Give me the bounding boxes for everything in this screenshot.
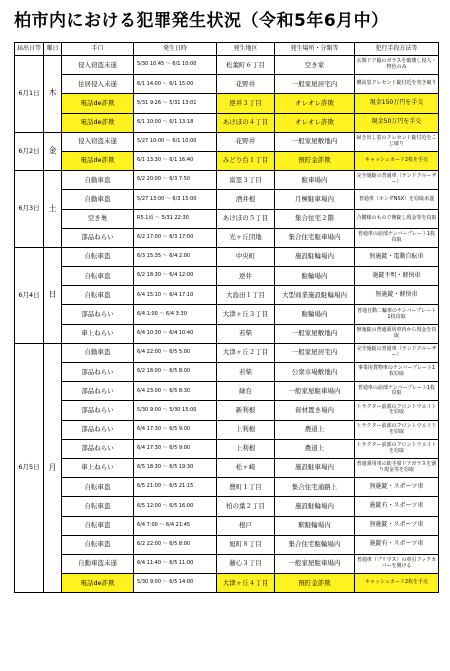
crime-method: 自動車盗 (62, 171, 134, 190)
occurrence-time: 5/30 10:45 ～ 6/1 10:00 (134, 56, 217, 75)
table-row (15, 209, 439, 228)
crime-detail: 施錠不明・軽快車 (355, 267, 439, 286)
table-row (15, 190, 439, 209)
crime-table (14, 42, 439, 593)
occurrence-area: 若柴 (217, 324, 275, 343)
occurrence-time: 5/30 9:00 ～ 6/5 14:00 (134, 574, 217, 593)
occurrence-place: 一般家屋敷地内 (275, 324, 355, 343)
crime-method: 自転車盗 (62, 247, 134, 266)
table-row (15, 574, 439, 593)
occurrence-area: 光ヶ丘団地 (217, 228, 275, 247)
crime-detail: キャッシュカード2枚を手交 (355, 151, 439, 170)
crime-detail: 腰高窓クレセント錠付近を突き破り (355, 75, 439, 94)
table-row (15, 516, 439, 535)
table-row (15, 401, 439, 420)
occurrence-time: 6/4 10:30 ～ 6/4 10:40 (134, 324, 217, 343)
occurrence-area: 旭町８丁目 (217, 535, 275, 554)
crime-detail: トラクター前部のフロントウエイトを窃取 (355, 401, 439, 420)
table-header-row (15, 43, 439, 56)
crime-method: 部品ねらい (62, 228, 134, 247)
report-date: 6月2日 (15, 132, 44, 170)
occurrence-time: 6/4 17:30 ～ 6/5 9:00 (134, 439, 217, 458)
crime-method: 電話de詐欺 (62, 113, 134, 132)
occurrence-area: 花野井 (217, 75, 275, 94)
crime-detail: 無施錠・スポーツ車 (355, 516, 439, 535)
occurrence-time: R5.1頃 ～ 5/31 22:30 (134, 209, 217, 228)
crime-detail: 普通車（プリウス）の車引フックカバーを開ける (355, 554, 439, 573)
crime-method: 部品ねらい (62, 363, 134, 382)
crime-method: 車上ねらい (62, 458, 134, 477)
occurrence-time: 6/4 17:30 ～ 6/5 9:00 (134, 420, 217, 439)
occurrence-time: 5/27 10:00 ～ 6/1 10:00 (134, 132, 217, 151)
crime-detail: 普通乗用車の助手席ドアガラスを割り現金等を窃取 (355, 458, 439, 477)
crime-detail: トラクター前部のフロントウエイトを窃取 (355, 420, 439, 439)
report-date: 6月4日 (15, 247, 44, 343)
crime-method: 部品ねらい (62, 305, 134, 324)
occurrence-area: 大島田１丁目 (217, 286, 275, 305)
occurrence-place: 一般家屋駐車場内 (275, 554, 355, 573)
occurrence-area: 根戸 (217, 516, 275, 535)
table-row (15, 420, 439, 439)
occurrence-time: 6/3 15:35 ～ 6/4 2:00 (134, 247, 217, 266)
weekday: 木 (44, 56, 62, 133)
occurrence-area: 柏の葉２丁目 (217, 497, 275, 516)
occurrence-area: 花野井 (217, 132, 275, 151)
occurrence-time: 6/5 21:00 ～ 6/5 21:15 (134, 478, 217, 497)
crime-detail: 掃き出し窓のクレセント錠付近をこじ破り (355, 132, 439, 151)
header-method: 手口 (62, 43, 134, 56)
crime-detail: 合鍵様のもので開錠し現金等を窃取 (355, 209, 439, 228)
crime-method: 電話de詐欺 (62, 94, 134, 113)
occurrence-place: 資材置き場内 (275, 401, 355, 420)
occurrence-place: 大型商業施設駐輪場内 (275, 286, 355, 305)
occurrence-time: 6/1 14:00 ～ 6/1 15:00 (134, 75, 217, 94)
table-row (15, 363, 439, 382)
header-date: 届出日等 (15, 43, 44, 56)
crime-detail: 無施錠・スポーツ車 (355, 478, 439, 497)
occurrence-place: 預貯金詐欺 (275, 574, 355, 593)
occurrence-time: 6/2 17:00 ～ 6/3 17:00 (134, 228, 217, 247)
occurrence-area: 豊町１丁目 (217, 478, 275, 497)
table-row (15, 247, 439, 266)
occurrence-time: 5/31 9:26 ～ 5/31 13:01 (134, 94, 217, 113)
occurrence-place: 月極駐車場内 (275, 190, 355, 209)
crime-method: 自転車盗 (62, 497, 134, 516)
occurrence-area: あけぼの４丁目 (217, 113, 275, 132)
occurrence-time: 6/2 20:00 ～ 6/3 7:50 (134, 171, 217, 190)
crime-method: 空き巣 (62, 209, 134, 228)
table-row (15, 497, 439, 516)
crime-method: 電話de詐欺 (62, 574, 134, 593)
occurrence-place: 一般家屋居宅内 (275, 343, 355, 362)
weekday: 月 (44, 343, 62, 592)
table-row (15, 439, 439, 458)
crime-method: 侵入窃盗未遂 (62, 132, 134, 151)
header-place: 発生場所・分類等 (275, 43, 355, 56)
report-date: 6月1日 (15, 56, 44, 133)
crime-method: 自転車盗 (62, 516, 134, 535)
table-row (15, 324, 439, 343)
occurrence-time: 6/4 23:00 ～ 6/5 8:30 (134, 382, 217, 401)
crime-detail: 現金50万円を手交 (355, 113, 439, 132)
occurrence-place: 一般家屋居宅内 (275, 75, 355, 94)
occurrence-place: 駐輪場内 (275, 267, 355, 286)
crime-detail: 無施錠の普通乗用車内から現金を窃取 (355, 324, 439, 343)
crime-detail: 完全施錠の普通車（ランドクルーザー） (355, 171, 439, 190)
occurrence-area: 緑台 (217, 382, 275, 401)
occurrence-place: 集合住宅通路上 (275, 478, 355, 497)
occurrence-place: 施設駐輪場内 (275, 247, 355, 266)
occurrence-area: 上利根 (217, 439, 275, 458)
table-row (15, 554, 439, 573)
occurrence-place: 一般家屋敷地内 (275, 132, 355, 151)
occurrence-area: 中央町 (217, 247, 275, 266)
occurrence-time: 6/1 13:30 ～ 6/1 16:40 (134, 151, 217, 170)
occurrence-place: 集合住宅駐輪場内 (275, 535, 355, 554)
crime-method: 電話de詐欺 (62, 151, 134, 170)
occurrence-place: オレオレ詐欺 (275, 113, 355, 132)
occurrence-area: 松ヶ崎 (217, 458, 275, 477)
crime-method: 自動車盗 (62, 190, 134, 209)
occurrence-time: 6/4 15:10 ～ 6/4 17:10 (134, 286, 217, 305)
occurrence-time: 6/4 22:00 ～ 6/5 5:00 (134, 343, 217, 362)
table-row (15, 267, 439, 286)
occurrence-area: 逆井３丁目 (217, 94, 275, 113)
occurrence-time: 6/5 12:00 ～ 6/5 16:00 (134, 497, 217, 516)
crime-method: 住居侵入未遂 (62, 75, 134, 94)
page-title: 柏市内における犯罪発生状況（令和5年6月中） (14, 11, 389, 31)
table-row (15, 458, 439, 477)
report-date: 6月5日 (15, 343, 44, 592)
occurrence-place: 預貯金詐欺 (275, 151, 355, 170)
crime-detail: 現金150万円を手交 (355, 94, 439, 113)
crime-detail: 普通車の前部ナンバープレート1枚窃取 (355, 382, 439, 401)
occurrence-place: 農道上 (275, 439, 355, 458)
crime-detail: 施錠有・スポーツ車 (355, 497, 439, 516)
crime-method: 自動車盗未遂 (62, 554, 134, 573)
report-date: 6月3日 (15, 171, 44, 248)
crime-detail: 事業用貨物車のナンバープレート1枚窃取 (355, 363, 439, 382)
occurrence-time: 6/4 11:40 ～ 6/5 11:00 (134, 554, 217, 573)
crime-method: 自転車盗 (62, 478, 134, 497)
occurrence-area: 藤心３丁目 (217, 554, 275, 573)
table-body (15, 56, 439, 593)
table-row (15, 94, 439, 113)
table-row (15, 132, 439, 151)
crime-detail: 普通車（ホンダNSX）を窃取未遂 (355, 190, 439, 209)
occurrence-time: 6/2 18:30 ～ 6/4 12:00 (134, 267, 217, 286)
occurrence-area: 上利根 (217, 420, 275, 439)
occurrence-place: 公衆市場敷地内 (275, 363, 355, 382)
occurrence-place: 集合住宅２階 (275, 209, 355, 228)
occurrence-time: 6/2 22:00 ～ 6/5 8:00 (134, 535, 217, 554)
occurrence-time: 6/2 18:00 ～ 6/5 8:00 (134, 363, 217, 382)
crime-detail: キャッシュカード2枚を手交 (355, 574, 439, 593)
occurrence-time: 6/5 18:30 ～ 6/5 19:30 (134, 458, 217, 477)
occurrence-area: 逆井 (217, 267, 275, 286)
occurrence-area: 大津ヶ丘３丁目 (217, 305, 275, 324)
crime-detail: 普通車の前部ナンバープレート1枚窃取 (355, 228, 439, 247)
occurrence-place: 施設駐車場内 (275, 458, 355, 477)
crime-method: 部品ねらい (62, 420, 134, 439)
occurrence-place: 農道上 (275, 420, 355, 439)
table-row (15, 478, 439, 497)
crime-detail: 無施錠・軽快車 (355, 286, 439, 305)
table-row (15, 75, 439, 94)
table-row (15, 228, 439, 247)
occurrence-place: 空き家 (275, 56, 355, 75)
crime-detail: 完全施錠の普通車（ランドクルーザー） (355, 343, 439, 362)
table-row (15, 151, 439, 170)
occurrence-time: 6/4 7:00 ～ 6/4 21:45 (134, 516, 217, 535)
crime-method: 自転車盗 (62, 535, 134, 554)
crime-method: 自転車盗 (62, 286, 134, 305)
occurrence-area: 大津ヶ丘４丁目 (217, 574, 275, 593)
occurrence-place: 駐車場内 (275, 171, 355, 190)
header-time: 発生日時 (134, 43, 217, 56)
occurrence-place: 施設駐輪場内 (275, 497, 355, 516)
crime-method: 自動車盗 (62, 343, 134, 362)
occurrence-place: 駅駐輪場内 (275, 516, 355, 535)
occurrence-area: 酒井根 (217, 190, 275, 209)
occurrence-time: 6/4 1:00 ～ 6/4 3:30 (134, 305, 217, 324)
header-day: 曜日 (44, 43, 62, 56)
crime-detail: 施錠有・スポーツ車 (355, 535, 439, 554)
crime-method: 部品ねらい (62, 401, 134, 420)
crime-detail: 玄関ドア脇のガラスを破壊し侵入・物色のみ (355, 56, 439, 75)
header-detail: 犯行手段方法等 (355, 43, 439, 56)
occurrence-area: 富里３丁目 (217, 171, 275, 190)
occurrence-place: オレオレ詐欺 (275, 94, 355, 113)
occurrence-time: 5/27 13:00 ～ 6/3 15:00 (134, 190, 217, 209)
crime-method: 部品ねらい (62, 439, 134, 458)
crime-detail: 普通自動二輪車のナンバープレート1枚窃取 (355, 305, 439, 324)
weekday: 金 (44, 132, 62, 170)
crime-detail: 無施錠・電動自転車 (355, 247, 439, 266)
table-row (15, 305, 439, 324)
header-area: 発生地区 (217, 43, 275, 56)
table-row (15, 286, 439, 305)
occurrence-area: あけぼの５丁目 (217, 209, 275, 228)
occurrence-time: 5/30 9:00 ～ 5/30 15:00 (134, 401, 217, 420)
table-row (15, 56, 439, 75)
occurrence-time: 6/1 10:00 ～ 6/1 13:18 (134, 113, 217, 132)
table-row (15, 343, 439, 362)
table-row (15, 113, 439, 132)
table-row (15, 171, 439, 190)
occurrence-area: 松葉町６丁目 (217, 56, 275, 75)
occurrence-place: 集合住宅駐車場内 (275, 228, 355, 247)
weekday: 土 (44, 171, 62, 248)
crime-detail: トラクター前部のフロントウエイトを窃取 (355, 439, 439, 458)
crime-method: 自転車盗 (62, 267, 134, 286)
occurrence-place: 一般家屋駐車場内 (275, 382, 355, 401)
crime-method: 侵入窃盗未遂 (62, 56, 134, 75)
occurrence-place: 駐輪場内 (275, 305, 355, 324)
occurrence-area: みどり台１丁目 (217, 151, 275, 170)
table-row (15, 382, 439, 401)
crime-method: 部品ねらい (62, 382, 134, 401)
occurrence-area: 新利根 (217, 401, 275, 420)
occurrence-area: 若柴 (217, 363, 275, 382)
crime-method: 車上ねらい (62, 324, 134, 343)
weekday: 日 (44, 247, 62, 343)
occurrence-area: 大津ヶ丘２丁目 (217, 343, 275, 362)
table-row (15, 535, 439, 554)
